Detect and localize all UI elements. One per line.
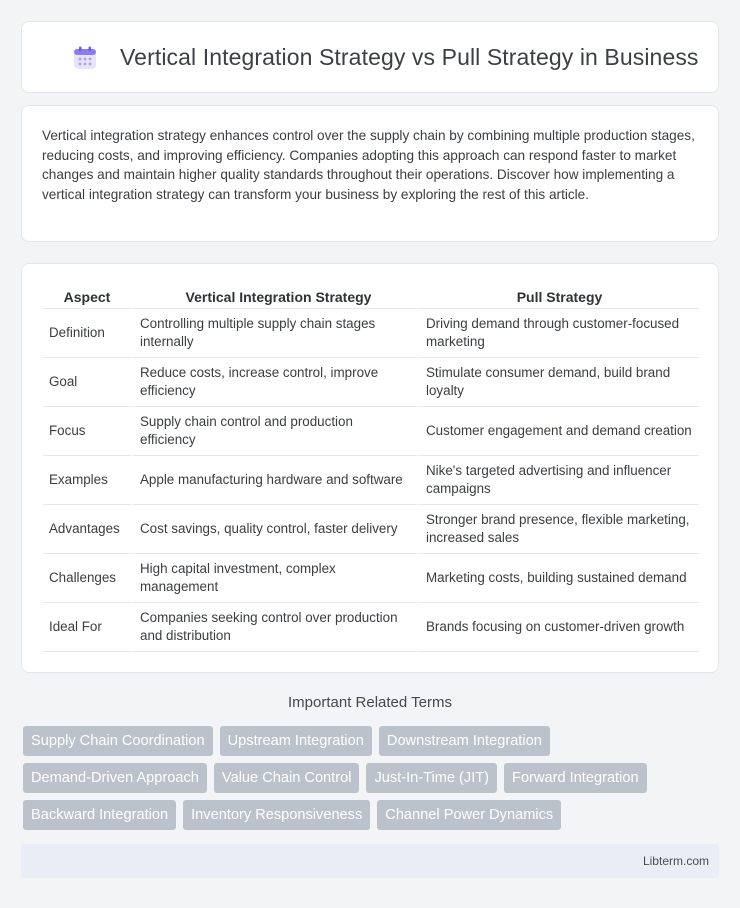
row-pull-value: Stronger brand presence, flexible marketing, increased sales — [417, 505, 699, 554]
related-terms-title: Important Related Terms — [288, 694, 452, 711]
row-vertical-value: Supply chain control and production efficiency — [131, 407, 417, 456]
related-terms-list — [23, 726, 713, 830]
row-pull-value: Nike's targeted advertising and influencer campaigns — [417, 456, 699, 505]
row-aspect: Focus — [43, 407, 131, 456]
table-header-row — [43, 283, 699, 309]
related-term-tag[interactable]: Backward Integration — [23, 800, 176, 830]
page-title: Vertical Integration Strategy vs Pull Strategy in Business — [120, 44, 699, 70]
footer — [21, 844, 719, 878]
calendar-icon — [72, 45, 98, 71]
related-term-tag[interactable]: Supply Chain Coordination — [23, 726, 213, 756]
row-aspect: Definition — [43, 309, 131, 358]
row-aspect: Goal — [43, 358, 131, 407]
comparison-card — [21, 263, 719, 673]
table-row — [43, 358, 699, 407]
row-vertical-value: Reduce costs, increase control, improve efficiency — [131, 358, 417, 407]
row-vertical-value: Cost savings, quality control, faster delivery — [131, 505, 417, 554]
comparison-table — [43, 283, 699, 652]
related-term-tag[interactable]: Value Chain Control — [214, 763, 360, 793]
related-term-tag[interactable]: Just-In-Time (JIT) — [366, 763, 497, 793]
table-row — [43, 554, 699, 603]
related-term-tag[interactable]: Forward Integration — [504, 763, 647, 793]
related-term-tag[interactable]: Upstream Integration — [220, 726, 372, 756]
row-vertical-value: Companies seeking control over production and distribution — [131, 603, 417, 652]
table-row — [43, 407, 699, 456]
related-term-tag[interactable]: Inventory Responsiveness — [183, 800, 370, 830]
table-row — [43, 456, 699, 505]
row-pull-value: Customer engagement and demand creation — [417, 407, 699, 456]
row-pull-value: Brands focusing on customer-driven growth — [417, 603, 699, 652]
row-pull-value: Driving demand through customer-focused marketing — [417, 309, 699, 358]
table-row — [43, 309, 699, 358]
header-vertical-integration: Vertical Integration Strategy — [131, 283, 417, 309]
row-vertical-value: High capital investment, complex management — [131, 554, 417, 603]
row-aspect: Advantages — [43, 505, 131, 554]
row-vertical-value: Controlling multiple supply chain stages internally — [131, 309, 417, 358]
header-card — [21, 21, 719, 93]
row-pull-value: Stimulate consumer demand, build brand loyalty — [417, 358, 699, 407]
table-row — [43, 603, 699, 652]
row-aspect: Ideal For — [43, 603, 131, 652]
intro-paragraph: Vertical integration strategy enhances control over the supply chain by combining multiple production stages, reducing costs, and improving efficiency. Companies adopting this approach can respond faster to market changes and maintain higher quality standards throughout their operations. Discover how implementing a vertical integration strategy can transform your business by exploring the rest of this article. — [42, 128, 695, 203]
row-vertical-value: Apple manufacturing hardware and software — [131, 456, 417, 505]
row-aspect: Challenges — [43, 554, 131, 603]
header-aspect: Aspect — [43, 283, 131, 309]
table-row — [43, 505, 699, 554]
header-pull-strategy: Pull Strategy — [417, 283, 699, 309]
intro-card — [21, 105, 719, 242]
footer-brand-link[interactable]: Libterm.com — [642, 854, 709, 868]
related-term-tag[interactable]: Downstream Integration — [379, 726, 550, 756]
row-pull-value: Marketing costs, building sustained demand — [417, 554, 699, 603]
row-aspect: Examples — [43, 456, 131, 505]
related-term-tag[interactable]: Channel Power Dynamics — [377, 800, 561, 830]
related-term-tag[interactable]: Demand-Driven Approach — [23, 763, 207, 793]
